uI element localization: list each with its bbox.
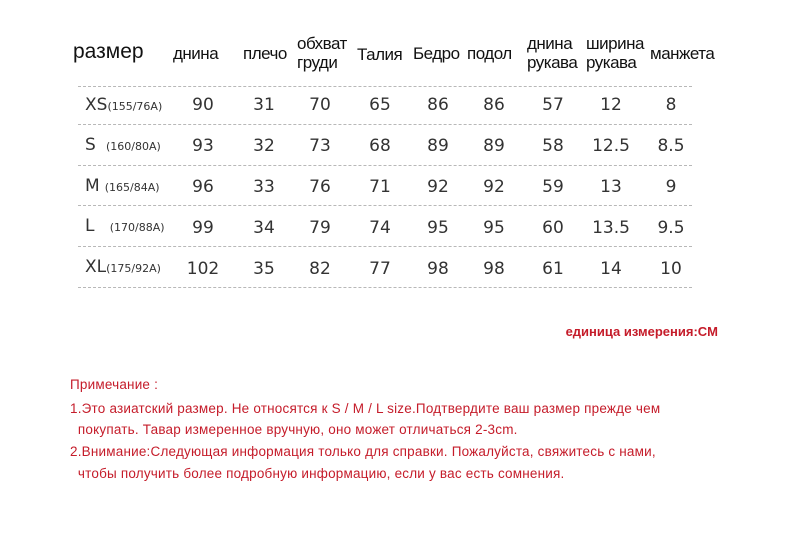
table-cell: 12 (600, 95, 622, 115)
table-rule (78, 287, 692, 288)
table-cell: 57 (542, 95, 564, 115)
table-cell: 86 (427, 95, 449, 115)
table-cell: 73 (309, 136, 331, 156)
table-cell: 96 (192, 177, 214, 197)
table-cell: 70 (309, 95, 331, 115)
table-cell: 99 (192, 218, 214, 238)
table-cell: 68 (369, 136, 391, 156)
table-cell: 82 (309, 259, 331, 279)
table-rule (78, 86, 692, 87)
table-cell: 95 (483, 218, 505, 238)
unit-label: единица измерения:CM (565, 324, 718, 339)
header-bust: обхват груди (297, 34, 347, 72)
header-waist: Талия (357, 45, 403, 64)
table-rule (78, 124, 692, 125)
table-rule (78, 205, 692, 206)
notes-line: покупать. Тавар измеренное вручную, оно может отличаться 2-3cm. (70, 422, 518, 437)
table-cell: 58 (542, 136, 564, 156)
table-cell: 13 (600, 177, 622, 197)
row-size-label (85, 257, 161, 277)
table-cell: 9 (665, 177, 677, 197)
table-cell: 10 (660, 259, 682, 279)
size-code: M (85, 176, 100, 196)
table-cell: 102 (186, 259, 220, 279)
table-cell: 92 (483, 177, 505, 197)
table-cell: 98 (483, 259, 505, 279)
table-cell: 92 (427, 177, 449, 197)
table-cell: 77 (369, 259, 391, 279)
table-cell: 89 (427, 136, 449, 156)
row-size-label (85, 176, 160, 196)
table-cell: 60 (542, 218, 564, 238)
size-code: L (85, 216, 95, 236)
table-cell: 13.5 (592, 218, 630, 238)
table-cell: 59 (542, 177, 564, 197)
notes-line: чтобы получить более подробную информацию, если у вас есть сомнения. (70, 466, 565, 481)
table-cell: 8 (665, 95, 677, 115)
table-cell: 8.5 (657, 136, 685, 156)
table-rule (78, 165, 692, 166)
table-cell: 71 (369, 177, 391, 197)
header-shoulder: плечо (243, 44, 287, 63)
table-cell: 12.5 (592, 136, 630, 156)
table-cell: 31 (253, 95, 275, 115)
size-fit: (175/92A) (106, 262, 161, 275)
size-fit: (170/88A) (109, 221, 165, 234)
notes-title: Примечание : (70, 377, 159, 392)
size-code: XS (85, 95, 108, 115)
size-code: XL (85, 257, 107, 277)
table-cell: 32 (253, 136, 275, 156)
header-cuff: манжета (650, 44, 715, 63)
header-size: размер (73, 40, 144, 63)
header-length: днина (173, 44, 219, 63)
table-cell: 61 (542, 259, 564, 279)
table-cell: 86 (483, 95, 505, 115)
row-size-label (85, 216, 165, 236)
table-cell: 90 (192, 95, 214, 115)
table-cell: 34 (253, 218, 275, 238)
table-cell: 74 (369, 218, 391, 238)
table-cell: 95 (427, 218, 449, 238)
table-rule (78, 246, 692, 247)
table-cell: 65 (369, 95, 391, 115)
table-cell: 9.5 (657, 218, 685, 238)
table-cell: 35 (253, 259, 275, 279)
table-cell: 14 (600, 259, 622, 279)
header-sleeve-length: днина рукава (527, 34, 578, 72)
size-fit: (155/76A) (107, 100, 163, 113)
notes-line: 2.Внимание:Следующая информация только для справки. Пожалуйста, свяжитесь с нами, (70, 444, 656, 459)
table-cell: 79 (309, 218, 331, 238)
size-fit: (160/80A) (105, 140, 161, 153)
table-cell: 33 (253, 177, 275, 197)
row-size-label (85, 95, 162, 115)
size-fit: (165/84A) (104, 181, 160, 194)
table-cell: 76 (309, 177, 331, 197)
table-cell: 98 (427, 259, 449, 279)
header-hem: подол (467, 44, 512, 63)
header-sleeve-width: ширина рукава (586, 34, 644, 72)
notes-line: 1.Это азиатский размер. Не относятся к S / M / L size.Подтвердите ваш размер прежде чем (70, 401, 661, 416)
header-hip: Бедро (413, 44, 460, 63)
table-cell: 89 (483, 136, 505, 156)
table-cell: 93 (192, 136, 214, 156)
row-size-label (85, 135, 161, 155)
size-code: S (85, 135, 96, 155)
